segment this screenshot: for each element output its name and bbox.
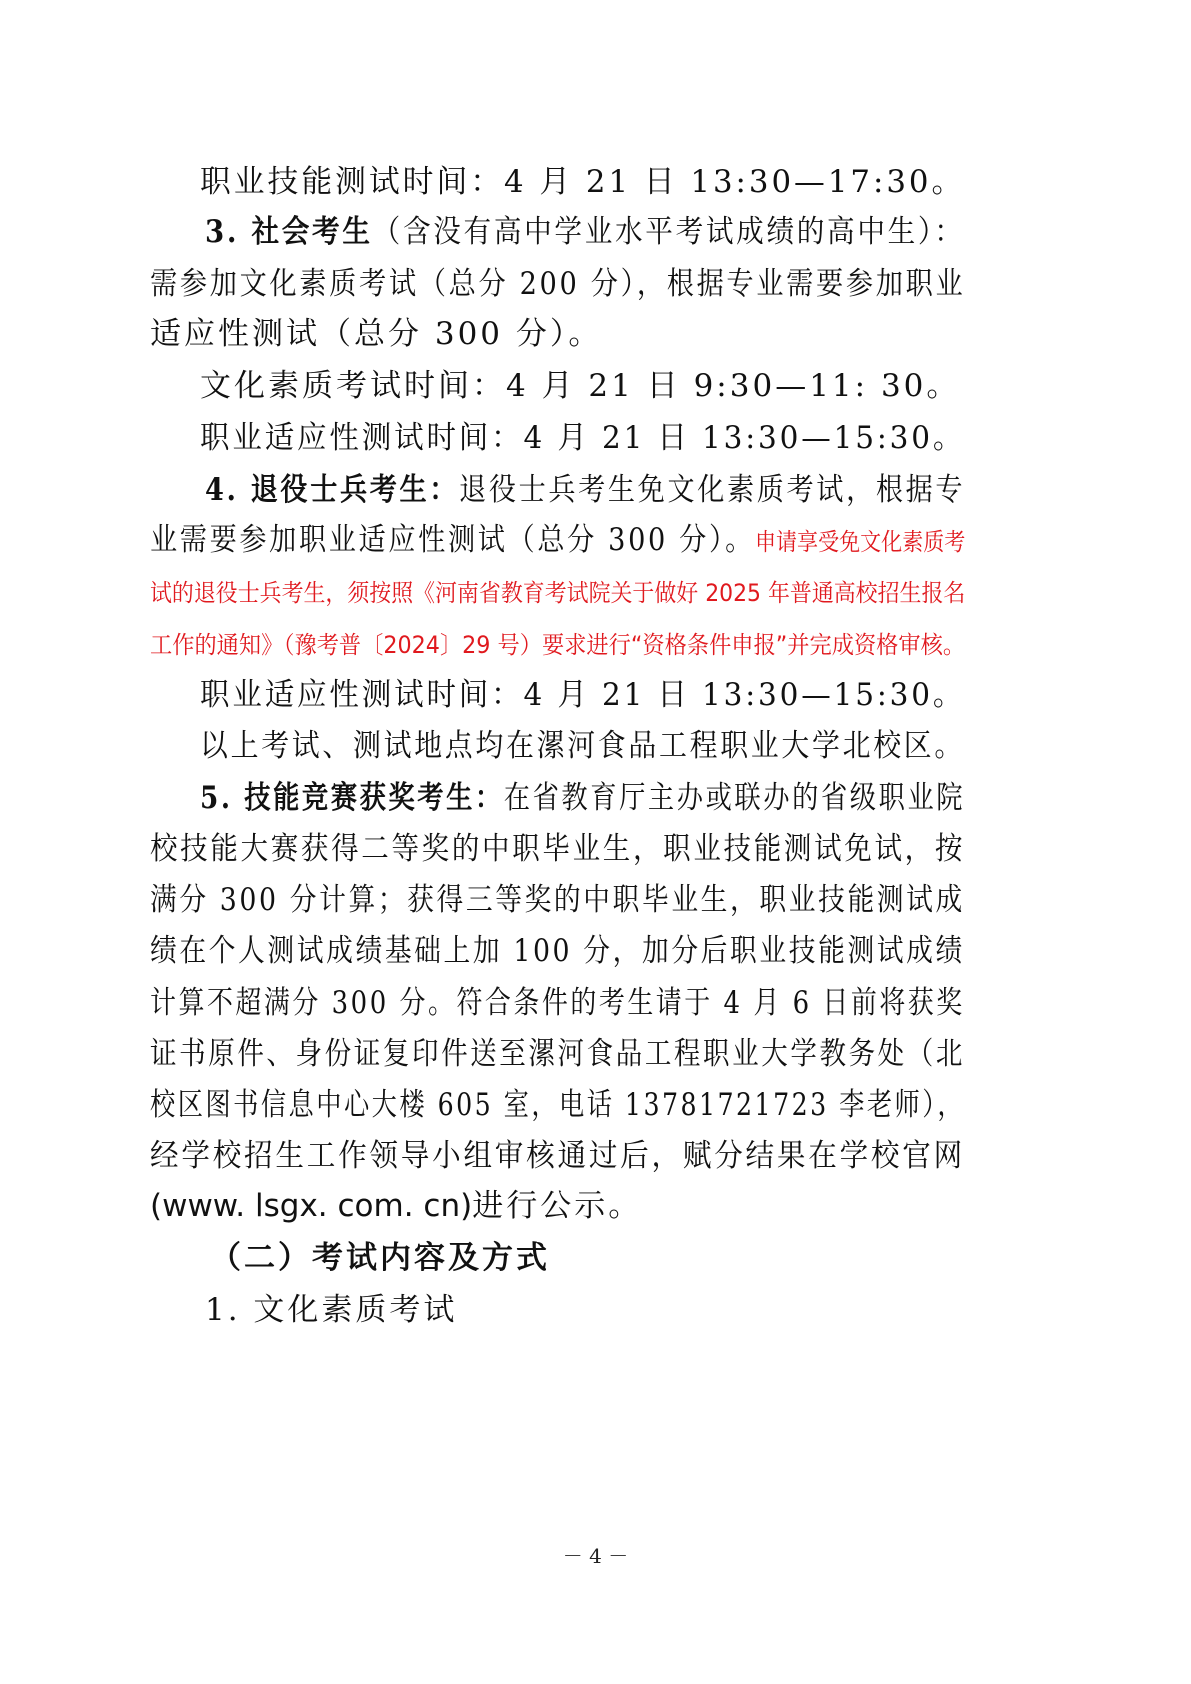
red-notice-text: 申请享受免文化素质考 bbox=[754, 528, 966, 556]
section-4-heading: 4. 退役士兵考生： bbox=[205, 472, 460, 508]
paragraph-line: 经学校招生工作领导小组审核通过后，赋分结果在学校官网 bbox=[150, 1138, 965, 1174]
red-notice-line: 试的退役士兵考生，须按照《河南省教育考试院关于做好 2025 年普通高校招生报名 bbox=[150, 579, 966, 607]
paragraph-line: 校技能大赛获得二等奖的中职毕业生，职业技能测试免试，按 bbox=[150, 831, 966, 867]
paragraph-line: 证书原件、身份证复印件送至漯河食品工程职业大学教务处（北 bbox=[150, 1036, 966, 1072]
paragraph-line bbox=[150, 1186, 642, 1226]
section-3-line bbox=[205, 212, 965, 252]
section-4-text-continued: 业需要参加职业适应性测试（总分 300 分）。 bbox=[150, 522, 755, 558]
paragraph-line bbox=[150, 520, 965, 562]
paragraph-line: 满分 300 分计算；获得三等奖的中职毕业生，职业技能测试成 bbox=[150, 882, 965, 918]
paragraph-line: 文化素质考试时间：4 月 21 日 9:30—11: 30。 bbox=[200, 368, 961, 404]
paragraph-line: 校区图书信息中心大楼 605 室，电话 13781721723 李老师）， bbox=[150, 1087, 966, 1123]
website-url: (www. lsgx. com. cn) bbox=[150, 1188, 473, 1224]
paragraph-line: 适应性测试（总分 300 分）。 bbox=[150, 316, 603, 352]
paragraph-line: 计算不超满分 300 分。符合条件的考生请于 4 月 6 日前将获奖 bbox=[150, 985, 965, 1021]
section-3-note: （含没有高中学业水平考试成绩的高中生）： bbox=[372, 214, 965, 250]
paragraph-line: 职业适应性测试时间：4 月 21 日 13:30—15:30。 bbox=[200, 677, 966, 713]
paragraph-line: 职业技能测试时间：4 月 21 日 13:30—17:30。 bbox=[200, 164, 966, 200]
page-number: － 4 － bbox=[562, 1544, 629, 1568]
section-5-line bbox=[200, 778, 965, 818]
section-4-line bbox=[205, 470, 965, 510]
red-notice-line: 工作的通知》（豫考普〔2024〕29 号）要求进行“资格条件申报”并完成资格审核。 bbox=[150, 631, 966, 659]
paragraph-text: 进行公示。 bbox=[472, 1188, 643, 1224]
paragraph-line: 绩在个人测试成绩基础上加 100 分，加分后职业技能测试成绩 bbox=[150, 933, 965, 969]
section-5-text: 在省教育厅主办或联办的省级职业院 bbox=[503, 780, 966, 816]
section-3-heading: 3. 社会考生 bbox=[205, 214, 373, 250]
section-4-text: 退役士兵考生免文化素质考试，根据专 bbox=[459, 472, 966, 508]
section-5-heading: 5. 技能竞赛获奖考生： bbox=[200, 780, 504, 816]
paragraph-line: 以上考试、测试地点均在漯河食品工程职业大学北校区。 bbox=[200, 728, 965, 764]
paragraph-line: 需参加文化素质考试（总分 200 分），根据专业需要参加职业 bbox=[150, 266, 966, 302]
subsection-heading: （二）考试内容及方式 bbox=[210, 1240, 550, 1276]
paragraph-line: 职业适应性测试时间：4 月 21 日 13:30—15:30。 bbox=[200, 420, 966, 456]
subsection-item: 1. 文化素质考试 bbox=[205, 1292, 458, 1328]
